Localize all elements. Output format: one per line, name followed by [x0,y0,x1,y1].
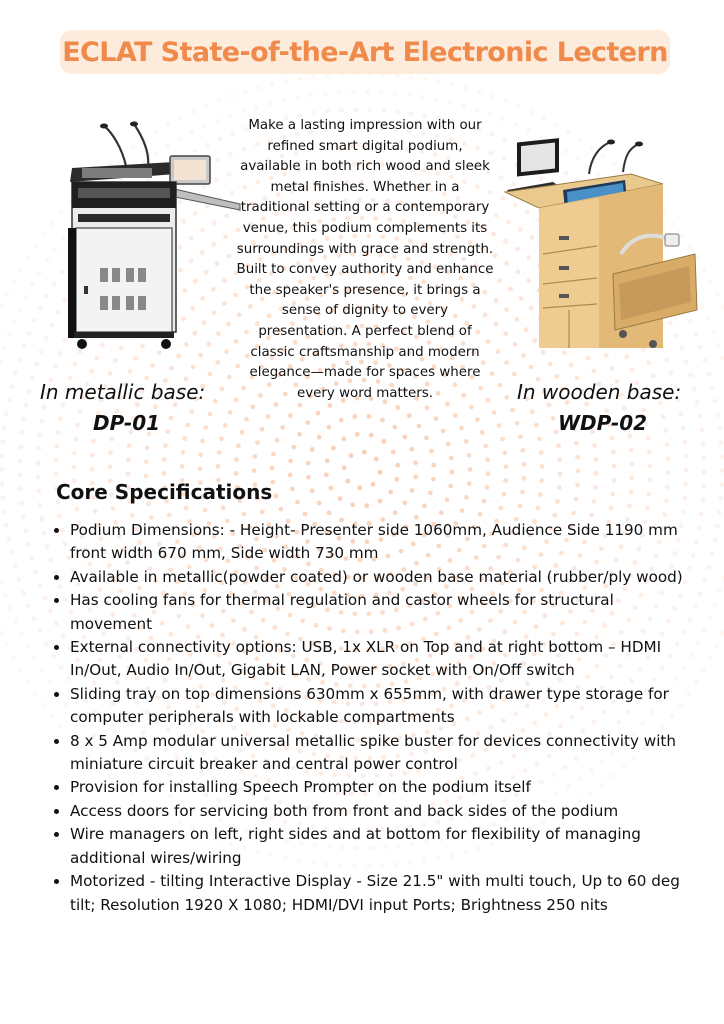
model-dp01-label: DP-01 [93,411,161,435]
spec-item: • Provision for installing Speech Prompter on the podium itself [70,776,690,799]
wooden-base-label: In wooden base: [517,380,682,404]
spec-item: • Sliding tray on top dimensions 630mm x 655mm, with drawer type storage for computer peripherals with lockable compartments [70,683,690,730]
specs-list [50,519,690,917]
metallic-podium-image [64,118,244,354]
spec-item: • Wire managers on left, right sides and at bottom for flexibility of managing additional wires/wiring [70,823,690,870]
page-title: ECLAT State-of-the-Art Electronic Lectern [62,36,668,68]
intro-paragraph: Make a lasting impression with our refined smart digital podium, available in both rich wood and sleek metal finishes. Whether in a traditional setting or a contemporary venue, this podium complements its surroundings with grace and strength. Built to convey authority and enhance the speaker's presence, it brings a sense of dignity to every presentation. A perfect blend of classic craftsmanship and modern elegance—made for spaces where every word matters. [236,118,494,401]
spec-item: • Motorized - tilting Interactive Display - Size 21.5" with multi touch, Up to 60 deg tilt; Resolution 1920 X 1080; HDMI/DVI input Ports; Brightness 250 nits [70,870,690,917]
model-wdp02-label: WDP-02 [558,411,648,435]
spec-item: • Available in metallic(powder coated) or wooden base material (rubber/ply wood) [70,566,690,589]
metallic-base-label: In metallic base: [40,380,206,404]
specs-heading: Core Specifications [56,480,273,504]
wooden-podium-image [503,134,699,364]
title-banner [60,30,670,74]
spec-item: • Has cooling fans for thermal regulation and castor wheels for structural movement [70,589,690,636]
spec-item: • External connectivity options: USB, 1x XLR on Top and at right bottom – HDMI In/Out, Audio In/Out, Gigabit LAN, Power socket with On/Off switch [70,636,690,683]
spec-item: • Access doors for servicing both from front and back sides of the podium [70,800,690,823]
spec-item: • Podium Dimensions: - Height- Presenter side 1060mm, Audience Side 1190 mm front width 670 mm, Side width 730 mm [70,519,690,566]
spec-item: • 8 x 5 Amp modular universal metallic spike buster for devices connectivity with miniature circuit breaker and central power control [70,730,690,777]
